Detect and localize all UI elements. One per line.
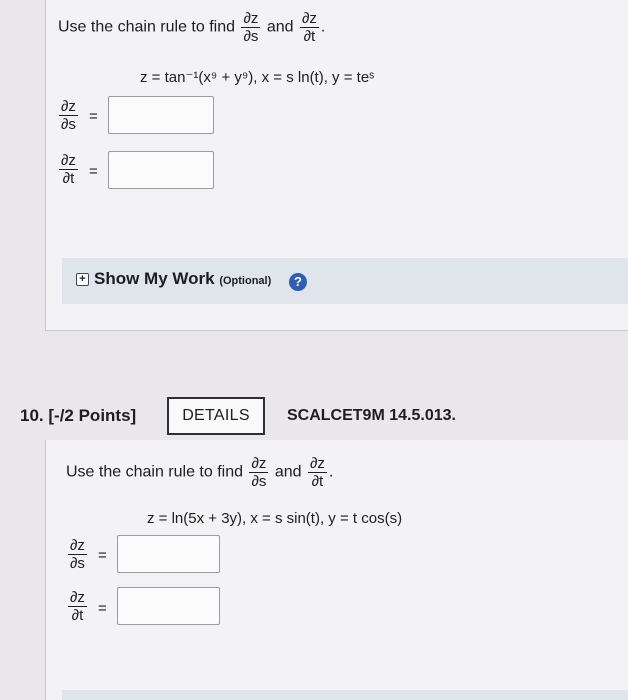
q10-dzdt-den: ∂t	[311, 473, 324, 490]
q10-equals-1: =	[98, 547, 107, 564]
details-button[interactable]: DETAILS	[167, 397, 265, 435]
q10-dzdt-num: ∂z	[309, 455, 325, 472]
q10-show-my-work-bar-partial[interactable]	[62, 690, 628, 700]
show-my-work-bar[interactable]	[62, 258, 628, 304]
q9-and-text: and	[266, 18, 294, 36]
q9-equals-1: =	[89, 108, 98, 125]
q10-and-text: and	[274, 463, 302, 481]
q10-source: SCALCET9M 14.5.013.	[287, 407, 456, 424]
q9-dzdt-num: ∂z	[301, 10, 317, 27]
q9-dzds-num: ∂z	[243, 10, 259, 27]
q10-equation: z = ln(5x + 3y), x = s sin(t), y = t cos(s)	[147, 510, 403, 527]
q9-answer-dzdt-input[interactable]	[108, 151, 214, 189]
q9-equation: z = tan⁻¹(x⁹ + y⁹), x = s ln(t), y = teˢ	[140, 69, 375, 86]
optional-text: (Optional)	[219, 275, 272, 287]
q9-ans2-den: ∂t	[62, 170, 75, 187]
q10-period: .	[328, 463, 334, 481]
q9-prompt-line	[58, 10, 325, 45]
q9-ans2-num: ∂z	[61, 152, 76, 169]
q10-dzds-label	[66, 537, 89, 572]
q10-points: [-/2 Points]	[48, 406, 137, 425]
q9-dzdt-fraction	[300, 10, 319, 45]
q10-dzds-fraction	[249, 455, 268, 490]
q9-dzds-den: ∂s	[243, 28, 259, 45]
show-my-work-text: Show My Work	[94, 269, 215, 288]
q10-number: 10.	[20, 406, 44, 425]
q9-dzdt-label	[57, 152, 80, 187]
q9-answer-dzds-input[interactable]	[108, 96, 214, 134]
q10-dzds-num: ∂z	[251, 455, 267, 472]
help-icon[interactable]: ?	[289, 273, 307, 291]
q10-dzdt-label	[66, 589, 89, 624]
q9-ans1-den: ∂s	[61, 116, 76, 133]
q9-prompt-text: Use the chain rule to find	[58, 18, 235, 36]
q10-ans1-num: ∂z	[70, 537, 85, 554]
q9-ans1-num: ∂z	[61, 98, 76, 115]
q9-period: .	[320, 18, 326, 36]
q10-ans2-den: ∂t	[71, 607, 84, 624]
q9-dzdt-den: ∂t	[303, 28, 316, 45]
q10-answer-dzds-input[interactable]	[117, 535, 220, 573]
q9-dzds-label	[57, 98, 80, 133]
q10-ans2-num: ∂z	[70, 589, 85, 606]
q10-header	[20, 406, 136, 426]
q10-answer-dzdt-input[interactable]	[117, 587, 220, 625]
q10-equals-2: =	[98, 600, 107, 617]
show-my-work-label[interactable]	[94, 269, 271, 289]
expand-plus-icon[interactable]: +	[76, 273, 89, 286]
q10-prompt-text: Use the chain rule to find	[66, 463, 243, 481]
q10-dzds-den: ∂s	[251, 473, 267, 490]
q9-equals-2: =	[89, 163, 98, 180]
q10-prompt-line	[66, 455, 333, 490]
q10-ans1-den: ∂s	[70, 555, 85, 572]
q9-dzds-fraction	[241, 10, 260, 45]
q10-dzdt-fraction	[308, 455, 327, 490]
